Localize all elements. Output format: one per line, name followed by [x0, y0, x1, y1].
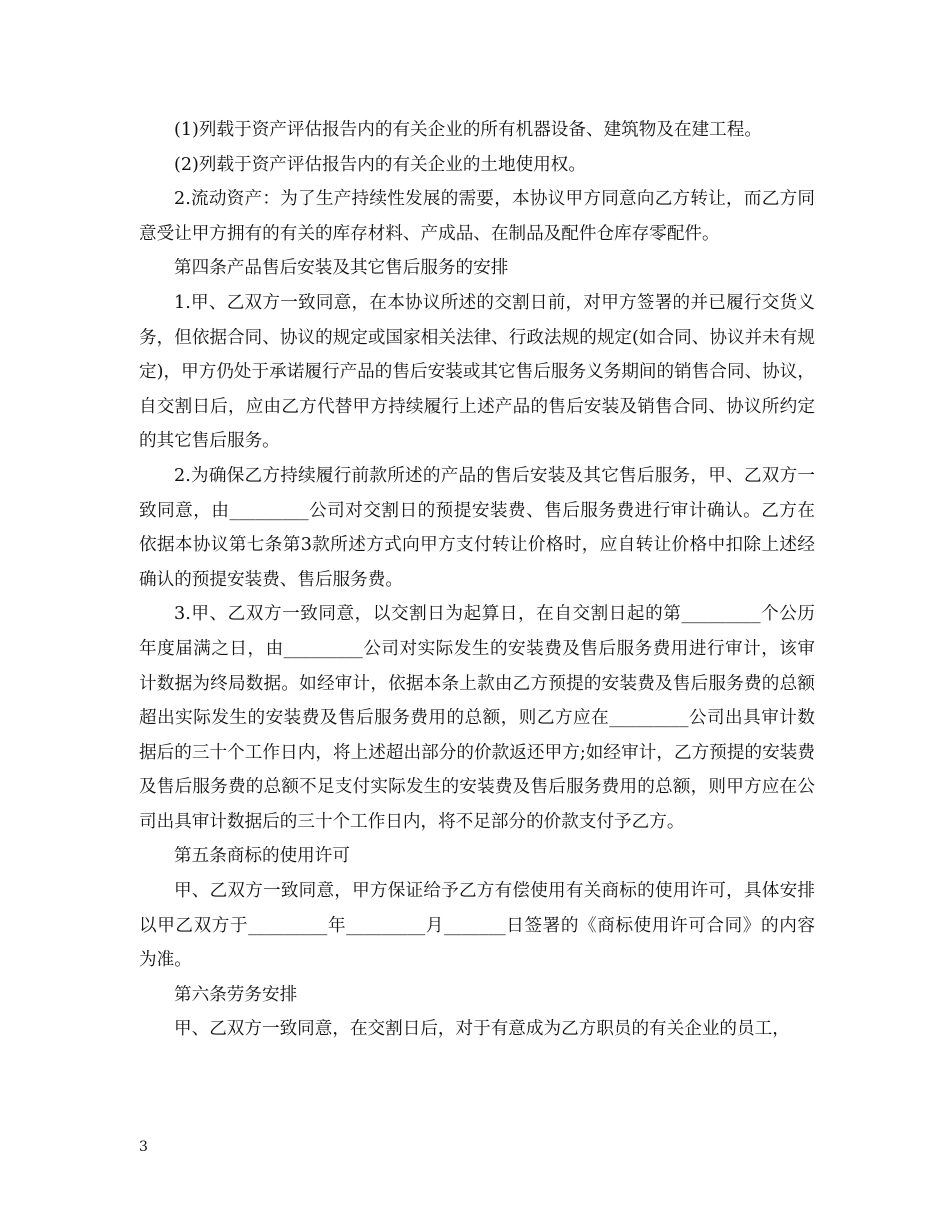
article-4-clause-2: 2.为确保乙方持续履行前款所述的产品的售后安装及其它售后服务，甲、乙双方一致同意，由_________公司对交割日的预提安装费、售后服务费进行审计确认。乙方在依据本协议第七条第3款所述方式向甲方支付转让价格时，应自转让价格中扣除上述经确认的预提安装费、售后服务费。 [139, 465, 815, 590]
article-6-heading: 第六条劳务安排 [174, 984, 298, 1005]
document-body [139, 113, 815, 1047]
paragraph-current-assets: 2.流动资产：为了生产持续性发展的需要，本协议甲方同意向乙方转让，而乙方同意受让甲方拥有的有关的库存材料、产成品、在制品及配件仓库存零配件。 [139, 189, 815, 244]
paragraph-fixed-assets-item-1: (1)列载于资产评估报告内的有关企业的所有机器设备、建筑物及在建工程。 [174, 120, 762, 140]
article-5-heading: 第五条商标的使用许可 [174, 846, 350, 867]
article-4-clause-1: 1.甲、乙双方一致同意，在本协议所述的交割日前，对甲方签署的并已履行交货义务，但依据合同、协议的规定或国家相关法律、行政法规的规定(如合同、协议并未有规定)，甲方仍处于承诺履行产品的售后安装或其它售后服务义务期间的销售合同、协议，自交割日后，应由乙方代替甲方持续履行上述产品的售后安装及销售合同、协议所约定的其它售后服务。 [139, 292, 815, 452]
article-5-body: 甲、乙双方一致同意，甲方保证给予乙方有偿使用有关商标的使用许可，具体安排以甲乙双方于_________年_________月_______日签署的《商标使用许可合同》的内容为准。 [139, 881, 815, 971]
article-4-heading: 第四条产品售后安装及其它售后服务的安排 [174, 258, 509, 279]
article-6-body: 甲、乙双方一致同意，在交割日后，对于有意成为乙方职员的有关企业的员工， [174, 1019, 790, 1040]
paragraph-fixed-assets-item-2: (2)列载于资产评估报告内的有关企业的土地使用权。 [174, 154, 586, 175]
page-number: 3 [139, 1139, 148, 1155]
article-4-clause-3: 3.甲、乙双方一致同意，以交割日为起算日，在自交割日起的第_________个公历年度届满之日，由_________公司对实际发生的安装费及售后服务费用进行审计，该审计数据为终局数据。如经审计，依据本条上款由乙方预提的安装费及售后服务费的总额超出实际发生的安装费及售后服务费用的总额，则乙方应在_________公司出具审计数据后的三十个工作日内，将上述超出部分的价款返还甲方;如经审计，乙方预提的安装费及售后服务费的总额不足支付实际发生的安装费及售后服务费用的总额，则甲方应在公司出具审计数据后的三十个工作日内，将不足部分的价款支付予乙方。 [139, 604, 815, 832]
